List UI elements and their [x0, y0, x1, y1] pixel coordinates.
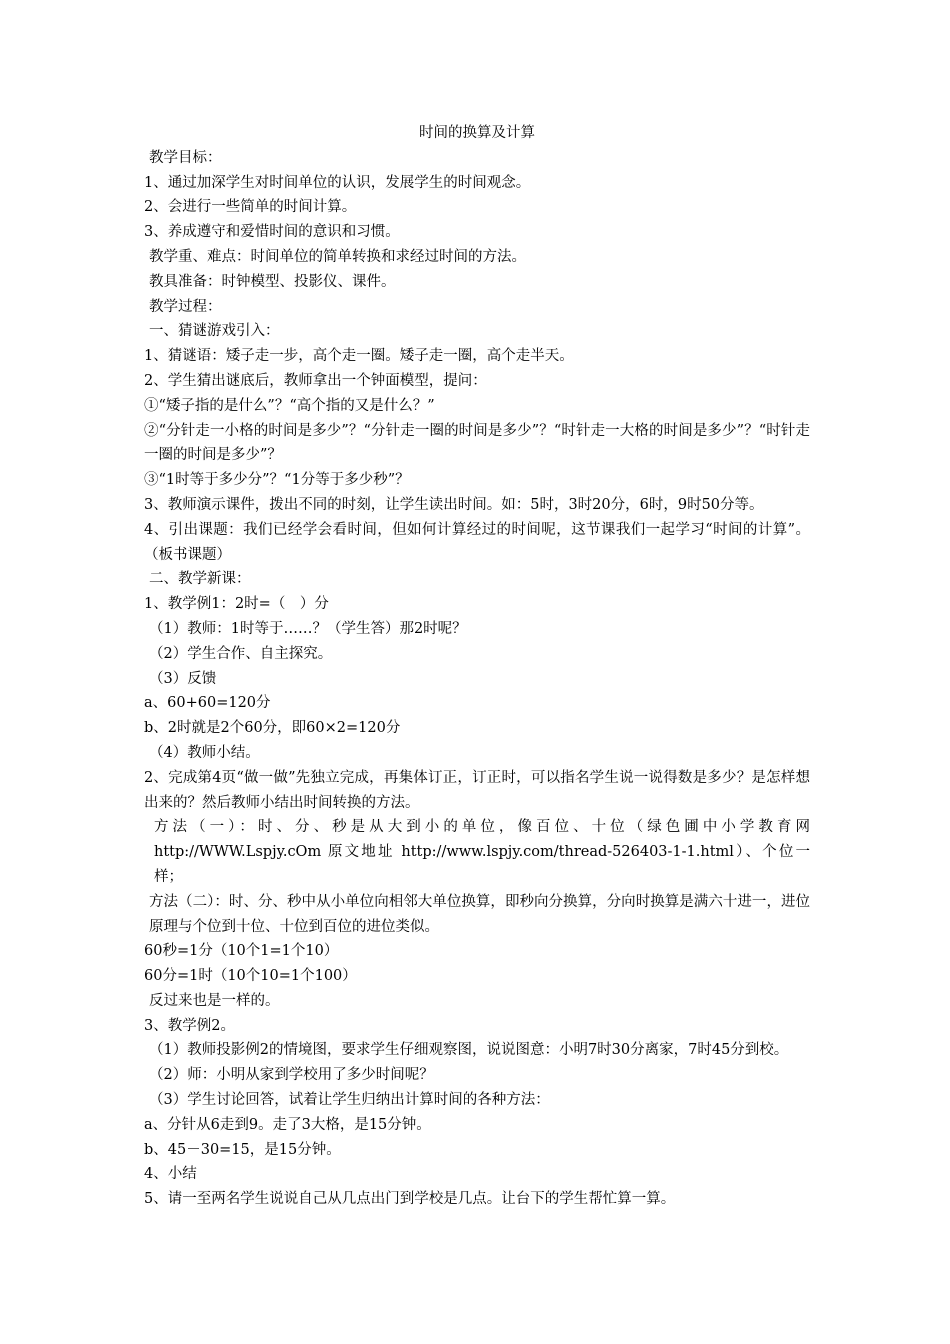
paragraph-line: （4）教师小结。 [149, 744, 260, 761]
paragraph-line: 教具准备：时钟模型、投影仪、课件。 [149, 273, 396, 290]
document-page [144, 121, 810, 1212]
paragraph-line: ①“矮子指的是什么”？“高个指的又是什么？” [144, 397, 435, 414]
paragraph-line: （3）反馈 [149, 670, 217, 687]
paragraph-line: 4、引出课题：我们已经学会看时间，但如何计算经过的时间呢，这节课我们一起学习“时间的计算”。（板书课题） [144, 521, 810, 563]
paragraph-line: 二、教学新课： [149, 571, 251, 588]
paragraph-line: 教学重、难点：时间单位的简单转换和求经过时间的方法。 [149, 248, 526, 265]
paragraph-line: 反过来也是一样的。 [149, 992, 280, 1009]
paragraph-line: b、45－30=15，是15分钟。 [144, 1141, 341, 1158]
paragraph-line: 60分=1时（10个10=1个100） [144, 968, 357, 985]
paragraph-line: 4、小结 [144, 1166, 197, 1183]
paragraph-line: 教学目标： [149, 149, 222, 166]
paragraph-line: 方法（一）：时、分、秒是从大到小的单位，像百位、十位（绿色圃中小学教育网http://WWW.Lspjy.cOm 原文地址 http://www.lspjy.com/thread-526403-1-1.html）、个位一样； [154, 819, 810, 885]
paragraph-line: （1）教师投影例2的情境图，要求学生仔细观察图，说说图意：小明7时30分离家，7时45分到校。 [149, 1042, 789, 1059]
paragraph-line: b、2时就是2个60分，即60×2=120分 [144, 720, 401, 737]
paragraph-line: a、分针从6走到9。走了3大格，是15分钟。 [144, 1116, 431, 1133]
document-body [144, 146, 810, 1212]
paragraph-line: 3、教师演示课件，拨出不同的时刻，让学生读出时间。如：5时，3时20分，6时，9时50分等。 [144, 496, 764, 513]
paragraph-line: （1）教师：1时等于……？（学生答）那2时呢？ [149, 620, 467, 637]
paragraph-line: 1、猜谜语：矮子走一步，高个走一圈。矮子走一圈，高个走半天。 [144, 348, 574, 365]
paragraph-line: 2、会进行一些简单的时间计算。 [144, 199, 357, 216]
paragraph-line: 3、养成遵守和爱惜时间的意识和习惯。 [144, 224, 400, 241]
paragraph-line: 2、学生猜出谜底后，教师拿出一个钟面模型，提问： [144, 372, 487, 389]
paragraph-line: 5、请一至两名学生说说自己从几点出门到学校是几点。让台下的学生帮忙算一算。 [144, 1191, 676, 1208]
paragraph-line: 60秒=1分（10个1=1个10） [144, 943, 339, 960]
paragraph-line: ③“1时等于多少分”？“1分等于多少秒”？ [144, 472, 410, 489]
paragraph-line: 一、猜谜游戏引入： [149, 323, 280, 340]
paragraph-line: 教学过程： [149, 298, 222, 315]
document-title: 时间的换算及计算 [419, 125, 535, 141]
paragraph-line: 1、教学例1：2时=（ ）分 [144, 596, 329, 613]
paragraph-line: （3）学生讨论回答，试着让学生归纳出计算时间的各种方法： [149, 1092, 550, 1109]
paragraph-line: 方法（二）：时、分、秒中从小单位向相邻大单位换算，即秒向分换算，分向时换算是满六十进一，进位原理与个位到十位、十位到百位的进位类似。 [149, 893, 810, 935]
paragraph-line: a、60+60=120分 [144, 695, 271, 712]
paragraph-line: 3、教学例2。 [144, 1017, 235, 1034]
paragraph-line: 2、完成第4页“做一做”先独立完成，再集体订正，订正时，可以指名学生说一说得数是多少？是怎样想出来的？然后教师小结出时间转换的方法。 [144, 769, 810, 811]
paragraph-line: （2）学生合作、自主探究。 [149, 645, 333, 662]
paragraph-line: ②“分针走一小格的时间是多少”？“分针走一圈的时间是多少”？“时针走一大格的时间是多少”？“时针走一圈的时间是多少”？ [144, 422, 810, 464]
paragraph-line: 1、通过加深学生对时间单位的认识，发展学生的时间观念。 [144, 174, 531, 191]
paragraph-line: （2）师：小明从家到学校用了多少时间呢？ [149, 1067, 434, 1084]
